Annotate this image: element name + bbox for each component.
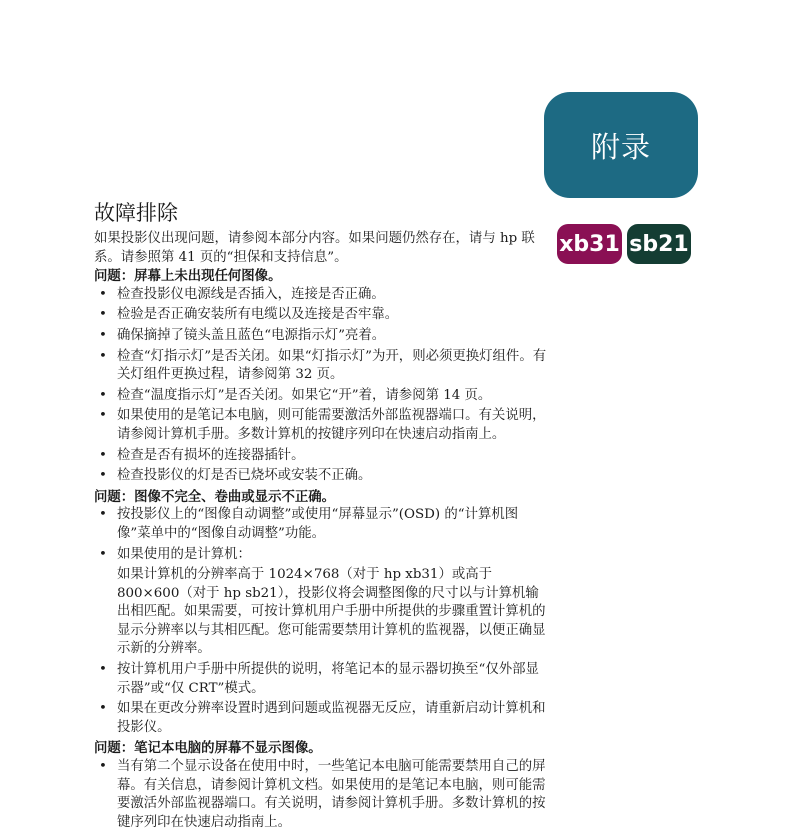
appendix-tab bbox=[544, 92, 698, 198]
bullet-icon: • bbox=[99, 759, 107, 775]
bullet-icon: • bbox=[99, 286, 107, 302]
bullet-icon: • bbox=[99, 701, 107, 717]
list-item: • 如果使用的是计算机： bbox=[94, 546, 550, 565]
solution-list bbox=[94, 286, 550, 486]
list-item: • 当有第二个显示设备在使用中时，一些笔记本电脑可能需要禁用自己的屏幕。有关信息，请参阅计算机文档。如果使用的是笔记本电脑，则可能需要激活外部监视器端口。有关说明，请参阅计算机手册。多数计算机的按键序列印在快速启动指南上。 bbox=[99, 759, 546, 830]
list-item: • 检验是否正确安装所有电缆以及连接是否牢靠。 bbox=[94, 306, 550, 325]
intro-paragraph: 如果投影仪出现问题，请参阅本部分内容。如果问题仍然存在，请与 hp 联系。请参照第 41 页的“担保和支持信息”。 bbox=[94, 231, 535, 265]
bullet-icon: • bbox=[99, 387, 107, 403]
solution-list bbox=[94, 661, 550, 737]
solution-list bbox=[94, 758, 550, 832]
troubleshooting-content bbox=[94, 199, 550, 834]
list-item: • 检查“灯指示灯”是否关闭。如果“灯指示灯”为开，则必须更换灯组件。有关灯组件更换过程，请参阅第 32 页。 bbox=[99, 348, 547, 383]
bullet-icon: • bbox=[99, 447, 107, 463]
bullet-icon: • bbox=[99, 468, 107, 484]
bullet-icon: • bbox=[99, 546, 107, 562]
list-item: • 按计算机用户手册中所提供的说明，将笔记本的显示器切换至“仅外部显示器”或“仅 CRT”模式。 bbox=[99, 662, 539, 696]
bullet-icon: • bbox=[99, 662, 107, 678]
page-title: 故障排除 bbox=[94, 201, 178, 225]
problem-heading: 问题：笔记本电脑的屏幕不显示图像。 bbox=[94, 740, 322, 757]
problem-heading: 问题：屏幕上未出现任何图像。 bbox=[94, 268, 282, 285]
solution-list bbox=[94, 506, 550, 564]
list-item: • 如果在更改分辨率设置时遇到问题或监视器无反应，请重新启动计算机和投影仪。 bbox=[99, 701, 546, 735]
bullet-icon: • bbox=[99, 348, 107, 364]
bullet-icon: • bbox=[99, 507, 107, 523]
list-item: • 检查投影仪的灯是否已烧坏或安装不正确。 bbox=[94, 467, 550, 486]
list-item: • 确保摘掉了镜头盖且蓝色“电源指示灯”亮着。 bbox=[94, 327, 550, 346]
bullet-icon: • bbox=[99, 327, 107, 343]
model-badge-xb31: xb31 bbox=[557, 224, 622, 264]
appendix-tab-label: 附录 bbox=[590, 129, 651, 164]
bullet-icon: • bbox=[99, 408, 107, 424]
resolution-note: 如果计算机的分辨率高于 1024×768（对于 hp xb31）或高于 800×600（对于 hp sb21），投影仪将会调整图像的尺寸以与计算机输出相匹配。如果需要，可按计算机用户手册中所提供的步骤重置计算机的显示分辨率以与其相匹配。您可能需要禁用计算机的监视器，以便正确显示新的分辨率。 bbox=[117, 567, 546, 657]
model-badge-sb21: sb21 bbox=[627, 224, 691, 264]
problem-heading: 问题：图像不完全、卷曲或显示不正确。 bbox=[94, 488, 336, 505]
list-item: • 如果使用的是笔记本电脑，则可能需要激活外部监视器端口。有关说明，请参阅计算机手册。多数计算机的按键序列印在快速启动指南上。 bbox=[99, 408, 546, 442]
bullet-icon: • bbox=[99, 307, 107, 323]
list-item: • 检查是否有损坏的连接器插针。 bbox=[94, 447, 550, 466]
list-item: • 检查投影仪电源线是否插入，连接是否正确。 bbox=[94, 286, 550, 305]
list-item: • 按投影仪上的“图像自动调整”或使用“屏幕显示”(OSD) 的“计算机图像”菜单中的“图像自动调整”功能。 bbox=[99, 507, 519, 541]
list-item: • 检查“温度指示灯”是否关闭。如果它“开”着，请参阅第 14 页。 bbox=[94, 387, 550, 406]
